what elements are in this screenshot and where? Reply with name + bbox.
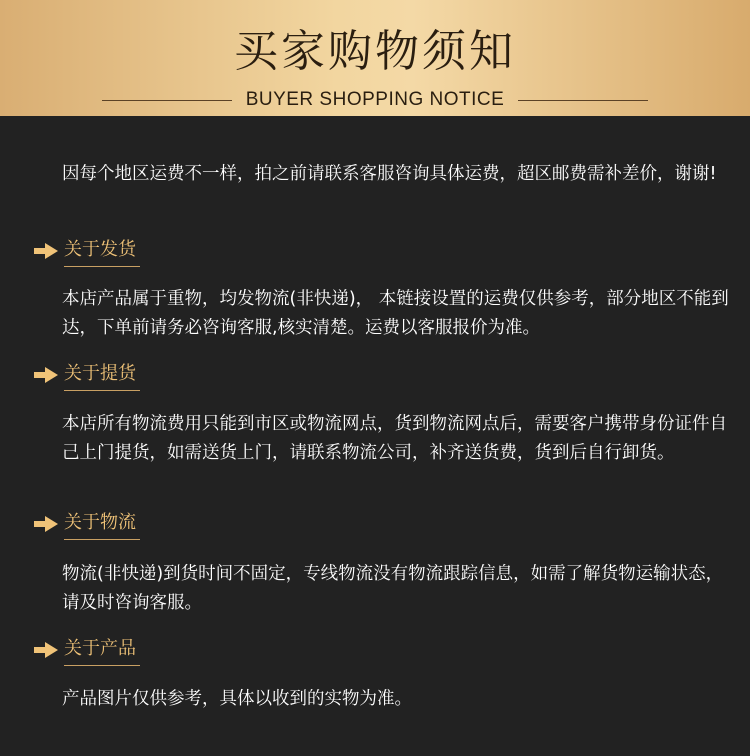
- arrow-right-icon: [34, 243, 58, 259]
- subtitle-row: [0, 88, 750, 112]
- section-heading-shipping: [34, 234, 140, 268]
- page-subtitle: BUYER SHOPPING NOTICE: [245, 89, 505, 110]
- section-title: 关于发货: [64, 235, 140, 267]
- section-body: 产品图片仅供参考，具体以收到的实物为准。: [62, 689, 412, 709]
- section-title: 关于提货: [64, 359, 140, 391]
- arrow-right-icon: [34, 516, 58, 532]
- section-body: 本店产品属于重物，均发物流(非快递)， 本链接设置的运费仅供参考，部分地区不能到达，下单前请务必咨询客服,核实清楚。运费以客服报价为准。: [62, 289, 729, 338]
- section-title: 关于物流: [64, 508, 140, 540]
- section-heading-product: [34, 633, 140, 667]
- section-body: 物流(非快递)到货时间不固定，专线物流没有物流跟踪信息，如需了解货物运输状态，请及时咨询客服。: [62, 564, 724, 613]
- divider-left: [102, 100, 232, 101]
- section-title: 关于产品: [64, 634, 140, 666]
- divider-right: [518, 100, 648, 101]
- section-body: 本店所有物流费用只能到市区或物流网点，货到物流网点后，需要客户携带身份证件自己上门提货，如需送货上门，请联系物流公司，补齐送货费，货到后自行卸货。: [62, 414, 727, 463]
- arrow-right-icon: [34, 642, 58, 658]
- page-title: 买家购物须知: [234, 26, 516, 77]
- intro-text: 因每个地区运费不一样，拍之前请联系客服咨询具体运费，超区邮费需补差价，谢谢!: [62, 164, 717, 184]
- header-banner: [0, 0, 750, 116]
- section-heading-pickup: [34, 358, 140, 392]
- arrow-right-icon: [34, 367, 58, 383]
- section-heading-logistics: [34, 507, 140, 541]
